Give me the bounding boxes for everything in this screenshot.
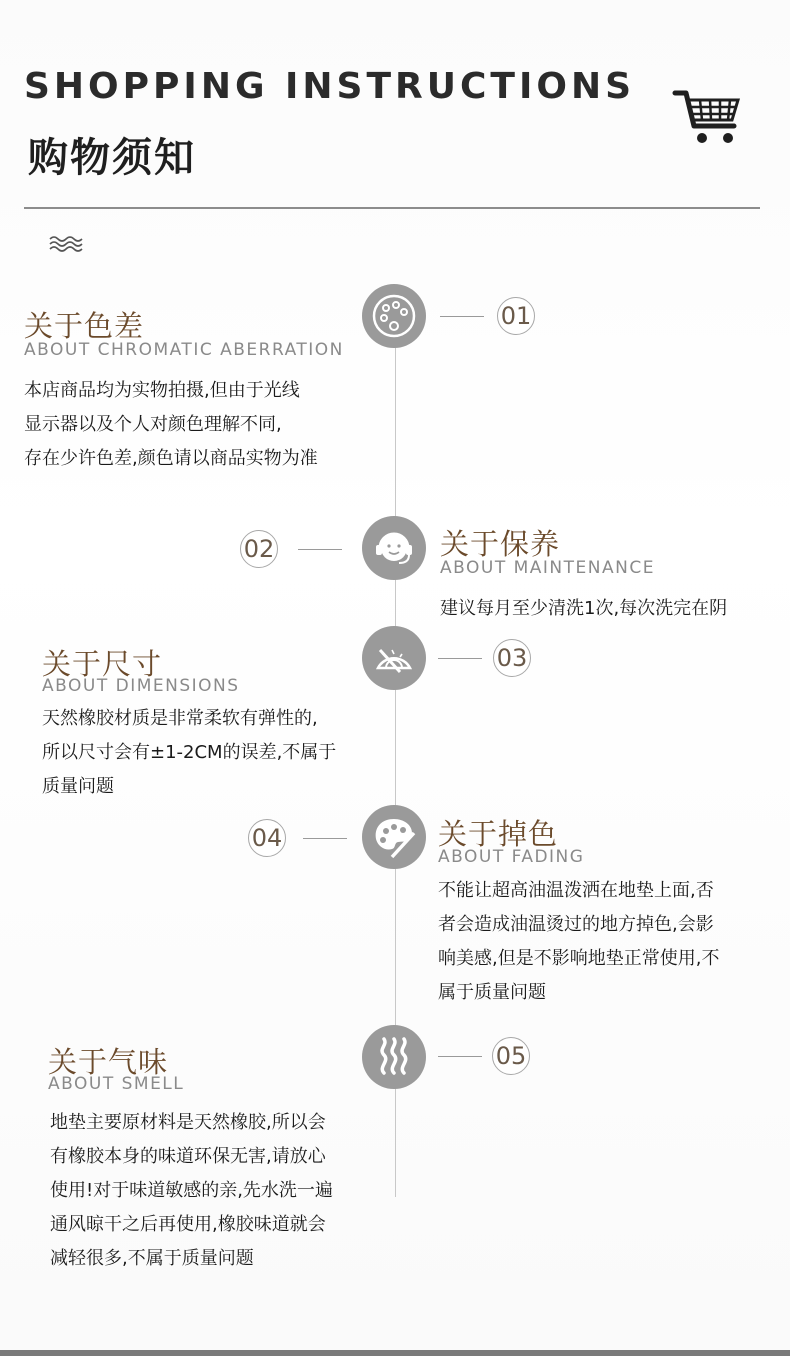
body-line: 天然橡胶材质是非常柔软有弹性的, — [42, 708, 318, 729]
body-line: 属于质量问题 — [438, 982, 546, 1003]
section-number: 01 — [497, 297, 535, 335]
body-line: 存在少许色差,颜色请以商品实物为准 — [24, 448, 318, 469]
section-title-cn: 关于掉色 — [438, 817, 559, 851]
connector-dash — [438, 1056, 482, 1057]
connector-dash — [298, 549, 342, 550]
body-line: 者会造成油温烫过的地方掉色,会影 — [438, 914, 714, 935]
shopping-cart-icon — [672, 86, 744, 148]
page-title-en: SHOPPING INSTRUCTIONS — [24, 66, 636, 107]
section-title-en: ABOUT CHROMATIC ABERRATION — [24, 340, 344, 360]
bottom-divider — [0, 1350, 790, 1356]
headset-icon — [362, 516, 426, 580]
section-title-cn: 关于色差 — [24, 309, 145, 343]
palette-icon — [362, 284, 426, 348]
body-line: 建议每月至少清洗1次,每次洗完在阴 — [440, 598, 728, 619]
body-line: 本店商品均为实物拍摄,但由于光线 — [24, 380, 300, 401]
section-title-cn: 关于气味 — [48, 1045, 169, 1079]
body-line: 显示器以及个人对颜色理解不同, — [24, 414, 282, 435]
wave-icon — [48, 234, 84, 254]
section-body — [438, 874, 719, 1010]
header-divider — [24, 207, 760, 209]
body-line: 减轻很多,不属于质量问题 — [50, 1248, 254, 1269]
connector-dash — [303, 838, 347, 839]
section-number: 02 — [240, 530, 278, 568]
section-title-en: ABOUT FADING — [438, 847, 585, 867]
body-line: 所以尺寸会有±1-2CM的误差,不属于 — [42, 742, 337, 763]
section-body — [24, 374, 318, 476]
smell-waves-icon — [362, 1025, 426, 1089]
section-body — [440, 592, 727, 626]
section-title-en: ABOUT DIMENSIONS — [42, 676, 240, 696]
section-body — [50, 1106, 333, 1276]
section-title-cn: 关于尺寸 — [42, 647, 163, 681]
body-line: 地垫主要原材料是天然橡胶,所以会 — [50, 1112, 326, 1133]
section-number: 04 — [248, 819, 286, 857]
page-title-cn: 购物须知 — [28, 135, 196, 181]
body-line: 有橡胶本身的味道环保无害,请放心 — [50, 1146, 326, 1167]
body-line: 不能让超高油温泼洒在地垫上面,否 — [438, 880, 714, 901]
section-body — [42, 702, 336, 804]
body-line: 通风晾干之后再使用,橡胶味道就会 — [50, 1214, 326, 1235]
section-title-en: ABOUT MAINTENANCE — [440, 558, 655, 578]
body-line: 质量问题 — [42, 776, 114, 797]
section-number: 05 — [492, 1037, 530, 1075]
protractor-icon — [362, 626, 426, 690]
connector-dash — [438, 658, 482, 659]
section-number: 03 — [493, 639, 531, 677]
paint-palette-icon — [362, 805, 426, 869]
body-line: 使用!对于味道敏感的亲,先水洗一遍 — [50, 1180, 333, 1201]
body-line: 响美感,但是不影响地垫正常使用,不 — [438, 948, 720, 969]
section-title-cn: 关于保养 — [440, 527, 561, 561]
connector-dash — [440, 316, 484, 317]
section-title-en: ABOUT SMELL — [48, 1074, 185, 1094]
